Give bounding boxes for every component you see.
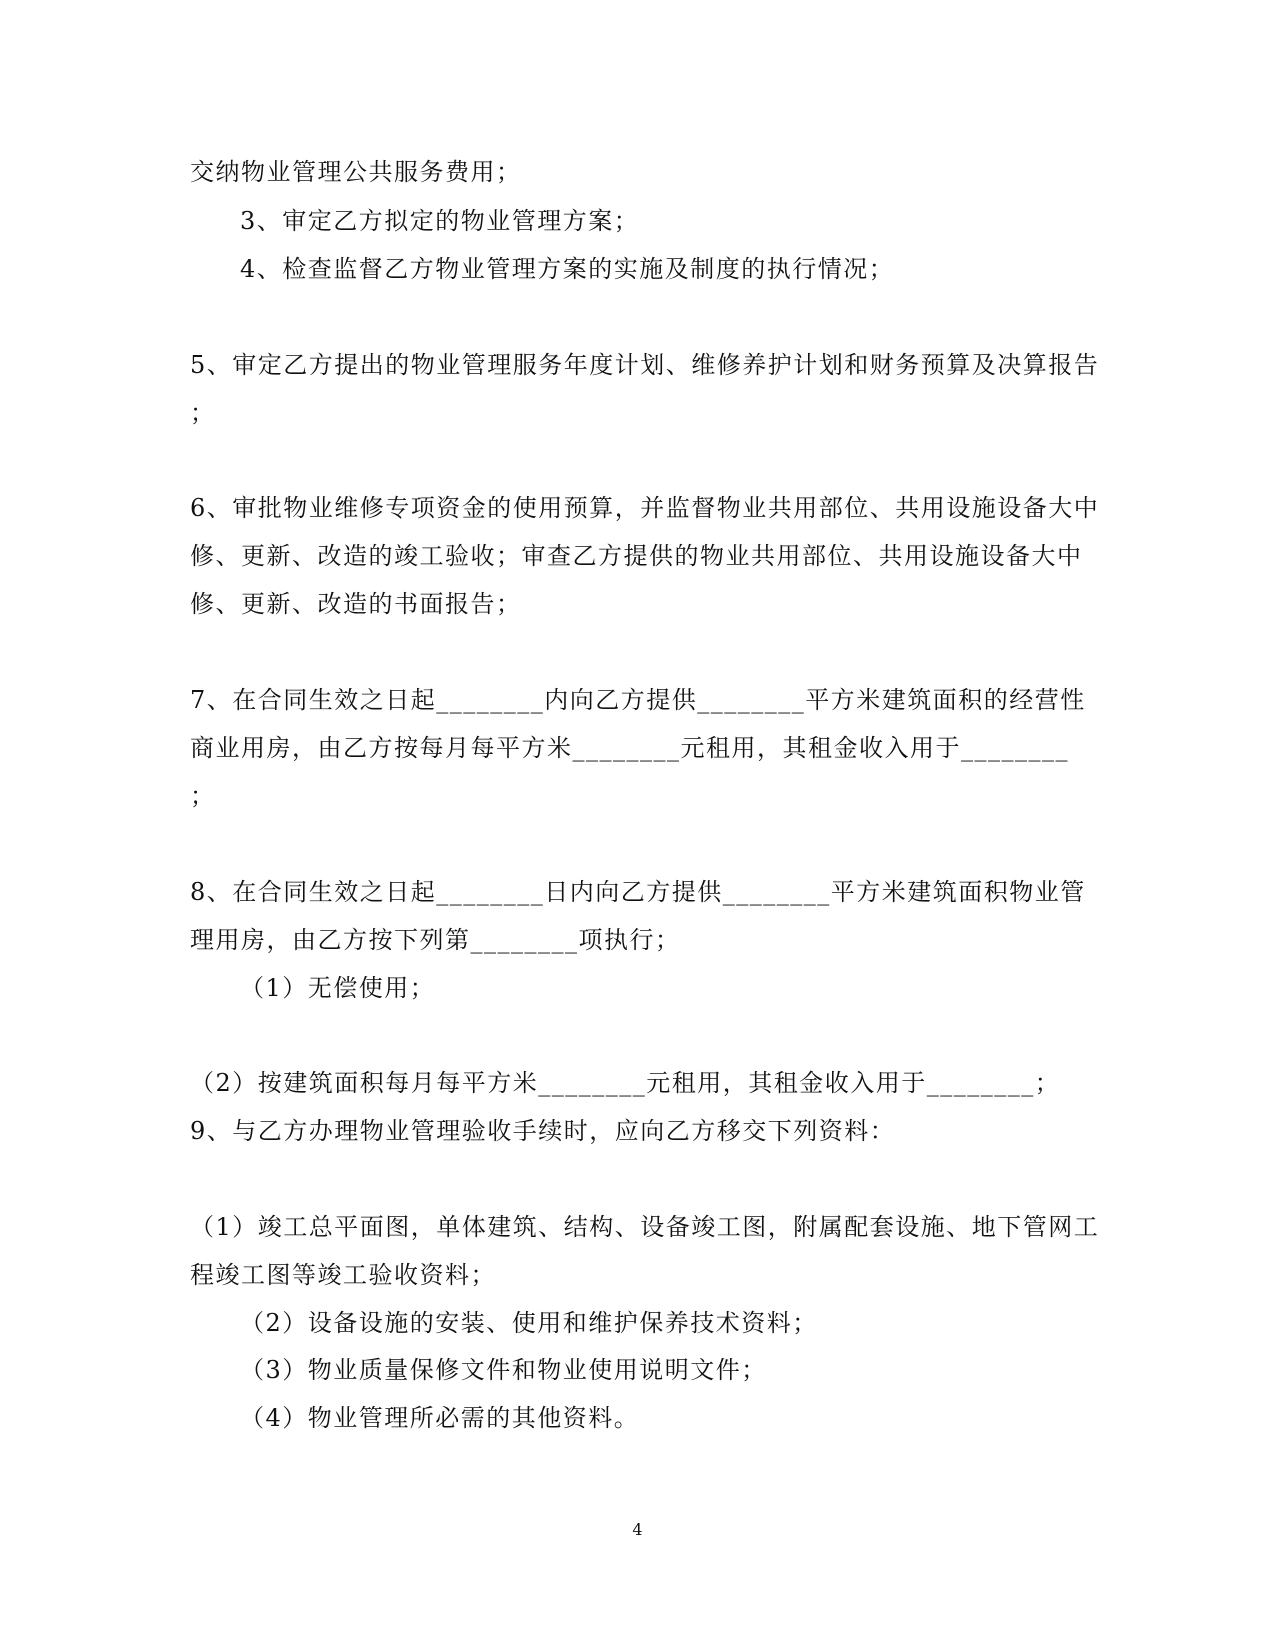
text-line: 商业用房，由乙方按每月每平方米________元租用，其租金收入用于________ — [190, 734, 1069, 762]
text-line: （4）物业管理所必需的其他资料。 — [240, 1404, 640, 1432]
text-line: 8、在合同生效之日起________日内向乙方提供________平方米建筑面积物业管 — [190, 878, 1086, 906]
text-line: 4、检查监督乙方物业管理方案的实施及制度的执行情况； — [240, 255, 895, 283]
text-line: ； — [190, 399, 216, 427]
text-line: 交纳物业管理公共服务费用； — [190, 158, 522, 186]
text-line: 修、更新、改造的书面报告； — [190, 590, 522, 618]
text-line: 程竣工图等竣工验收资料； — [190, 1261, 496, 1289]
text-line: （1）竣工总平面图，单体建筑、结构、设备竣工图，附属配套设施、地下管网工 — [190, 1213, 1100, 1241]
text-line: 理用房，由乙方按下列第________项执行； — [190, 926, 681, 954]
text-line: （2）按建筑面积每月每平方米________元租用，其租金收入用于________； — [190, 1069, 1061, 1097]
text-line: （2）设备设施的安装、使用和维护保养技术资料； — [240, 1309, 818, 1337]
text-line: （3）物业质量保修文件和物业使用说明文件； — [240, 1356, 767, 1384]
text-line: 6、审批物业维修专项资金的使用预算，并监督物业共用部位、共用设施设备大中 — [190, 494, 1100, 522]
page-number: 4 — [632, 1520, 643, 1539]
text-line: ； — [190, 782, 216, 810]
text-line: 修、更新、改造的竣工验收；审查乙方提供的物业共用部位、共用设施设备大中 — [190, 542, 1083, 570]
text-line: 5、审定乙方提出的物业管理服务年度计划、维修养护计划和财务预算及决算报告 — [190, 351, 1100, 379]
text-line: 7、在合同生效之日起________内向乙方提供________平方米建筑面积的经营性 — [190, 686, 1086, 714]
text-line: 3、审定乙方拟定的物业管理方案； — [240, 207, 640, 235]
text-line: 9、与乙方办理物业管理验收手续时，应向乙方移交下列资料： — [190, 1117, 896, 1145]
text-line: （1）无偿使用； — [240, 974, 436, 1002]
